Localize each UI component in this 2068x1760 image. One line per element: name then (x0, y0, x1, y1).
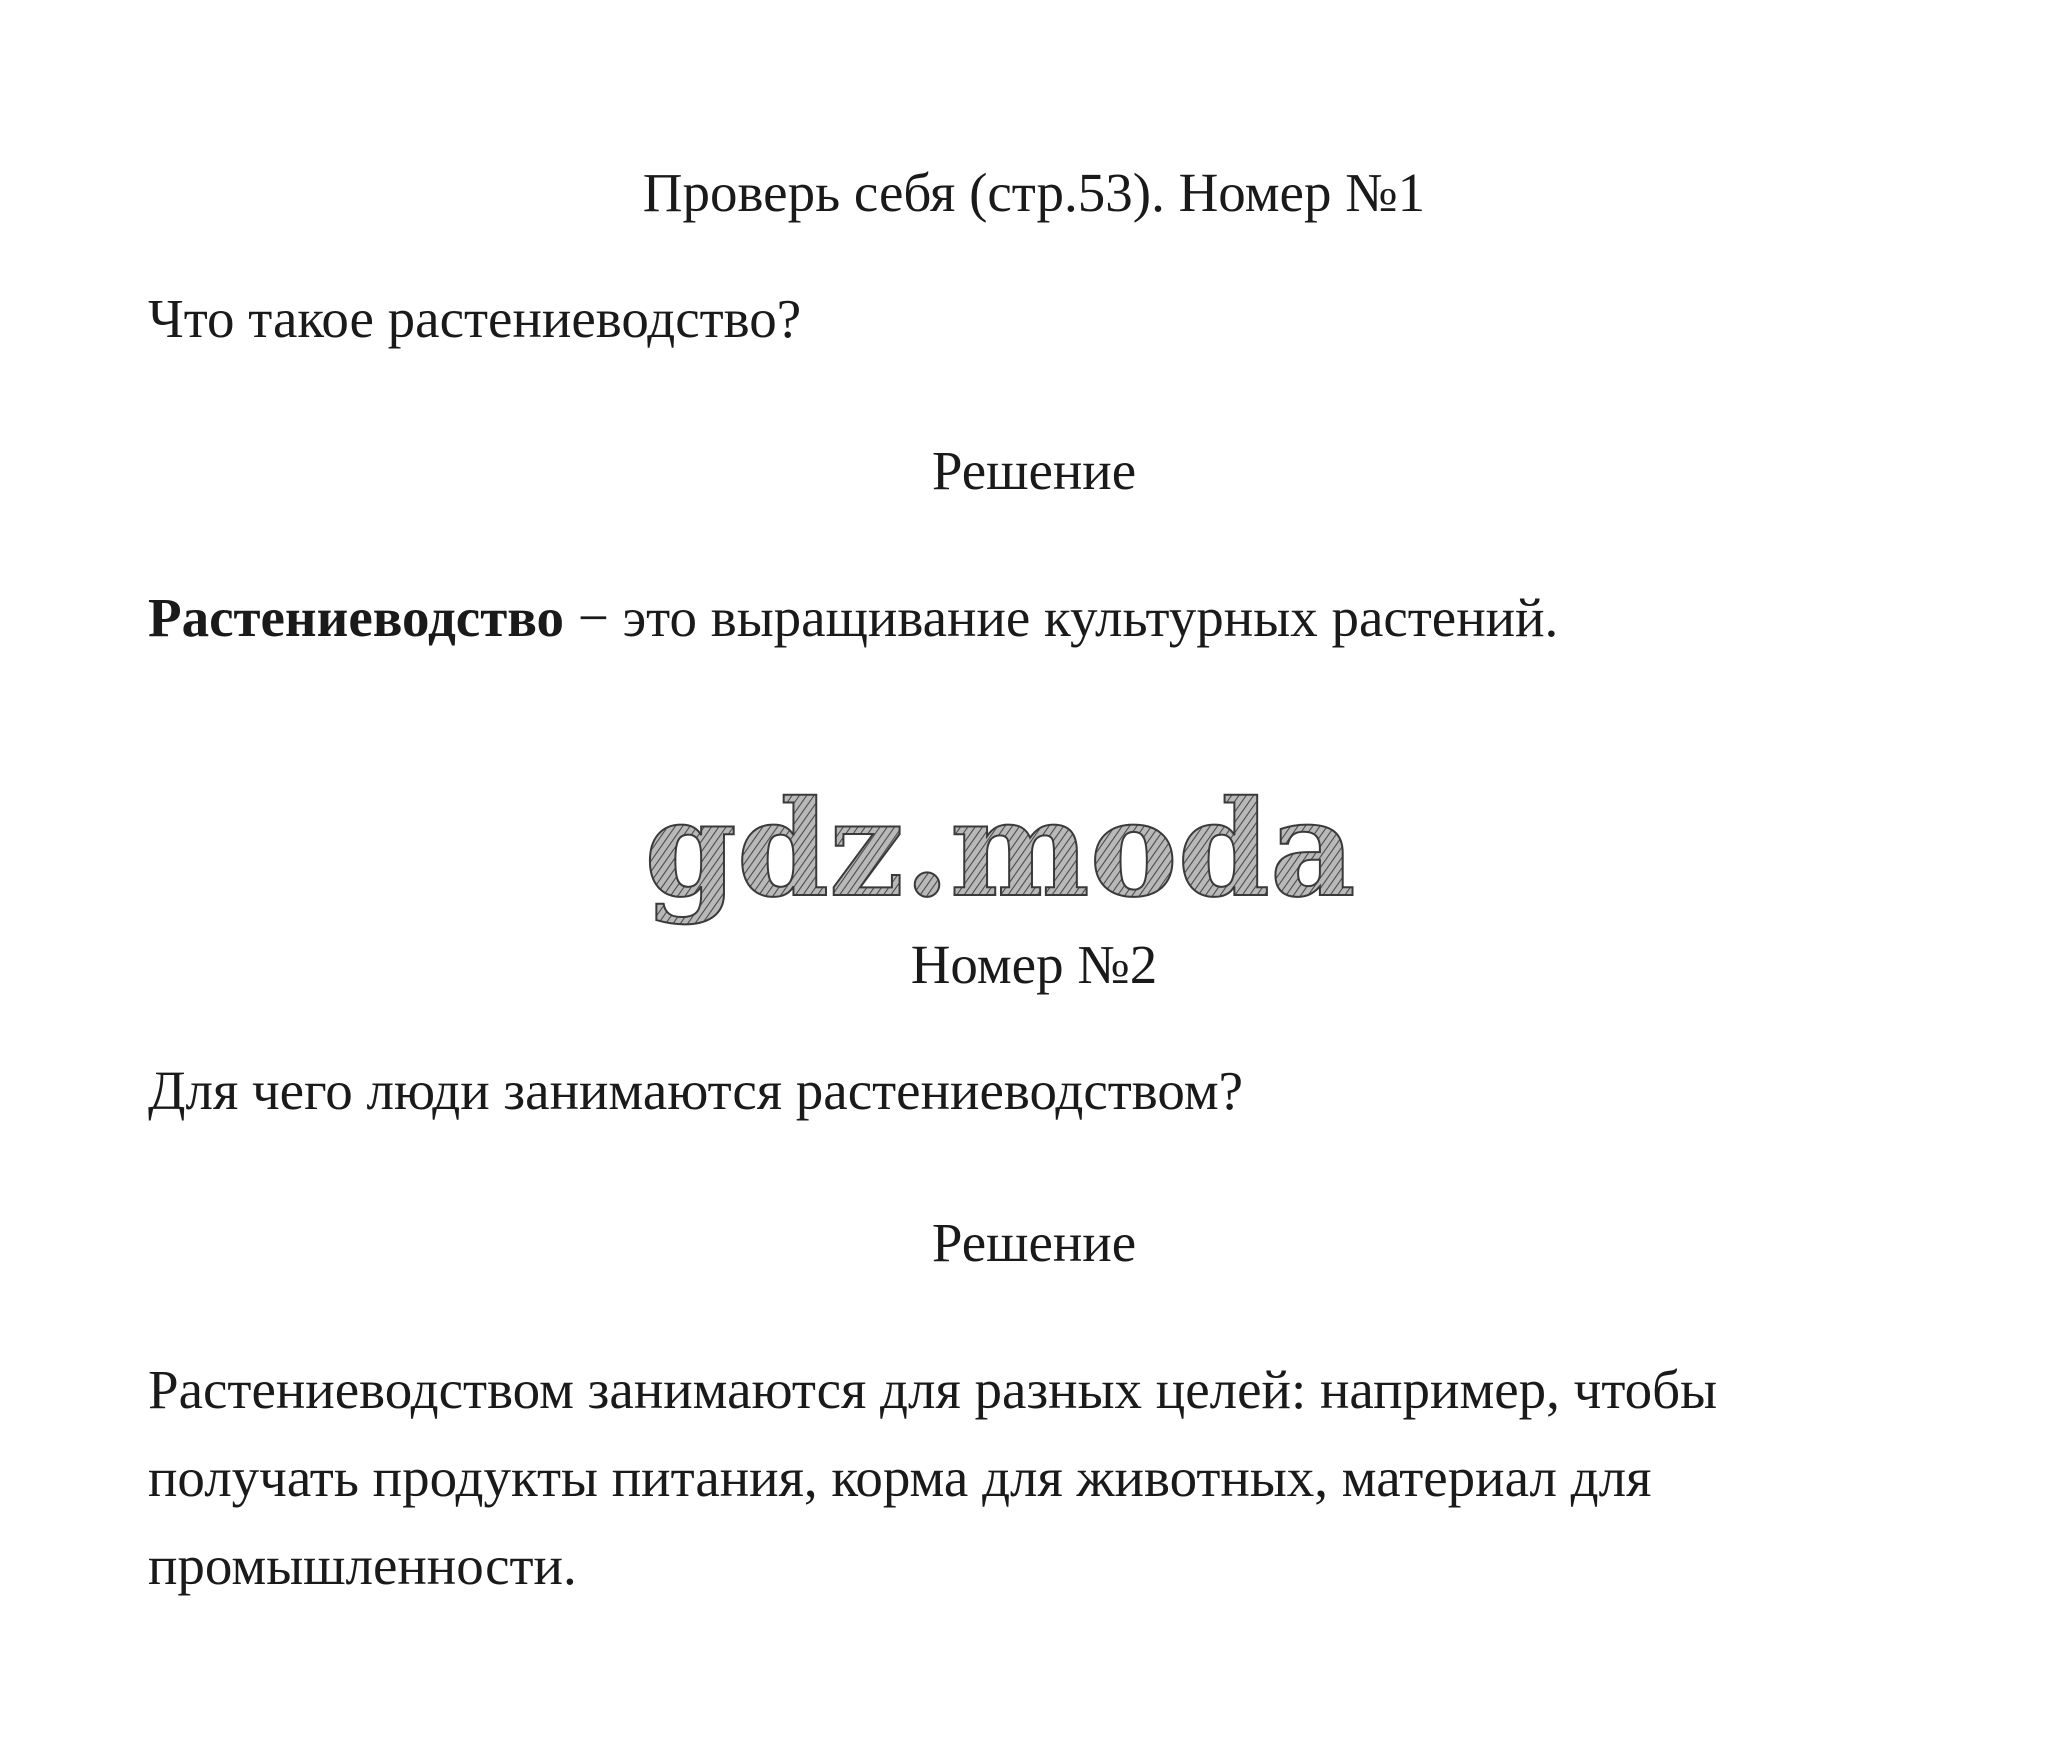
task2-answer (148, 1346, 1948, 1610)
task1-answer-rest: − это выращивание культурных растений. (564, 587, 1559, 648)
task2-answer-line: Растениеводством занимаются для разных целей: например, чтобы (148, 1359, 1718, 1420)
gdz-moda-watermark-logo (644, 772, 1356, 940)
task1-answer (148, 585, 1558, 651)
task2-answer-line: промышленности. (148, 1535, 577, 1596)
task1-answer-term: Растениеводство (148, 587, 565, 648)
task2-answer-line: получать продукты питания, корма для животных, материал для (148, 1447, 1652, 1508)
task2-solution-label: Решение (931, 1212, 1137, 1273)
task1-question: Что такое растениеводство? (148, 288, 802, 349)
task2-header: Номер №2 (910, 934, 1158, 995)
task1-header: Проверь себя (стр.53). Номер №1 (642, 162, 1426, 223)
task2-question: Для чего люди занимаются растениеводством? (148, 1060, 1244, 1121)
task1-solution-label: Решение (931, 440, 1137, 501)
watermark-text: gdz.moda (644, 772, 1356, 927)
